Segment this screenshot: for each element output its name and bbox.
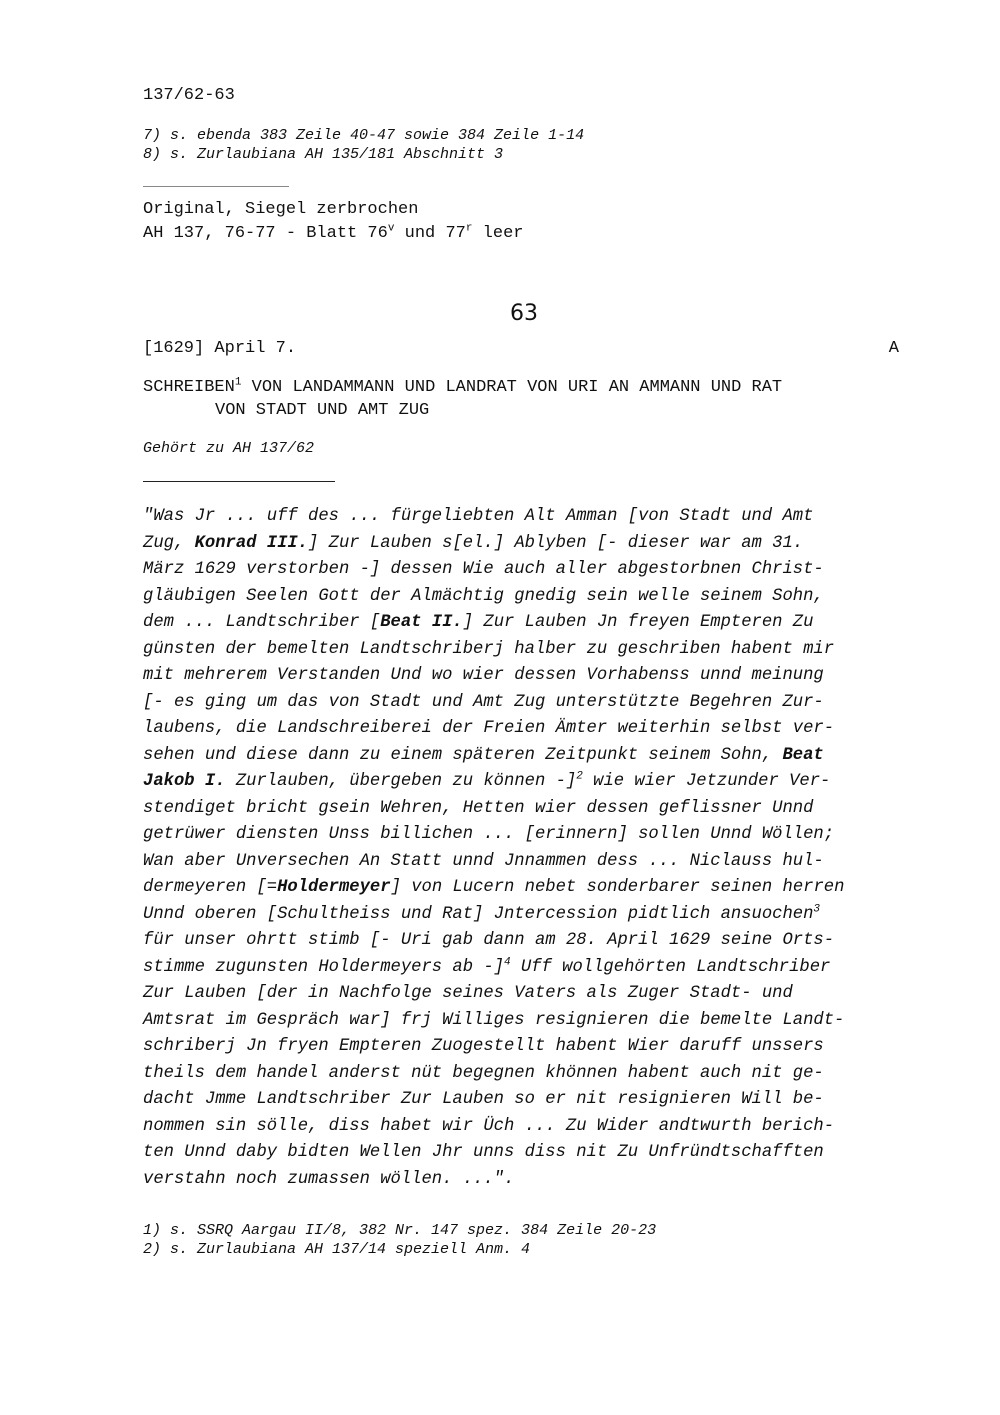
body-line: getrüwer diensten Unss billichen ... [erinnern] sollen Unnd Wöllen; <box>143 825 835 844</box>
body-line: für unser ohrtt stimb [- Uri gab dann am 28. April 1629 seine Orts- <box>143 931 835 950</box>
footnote-divider <box>143 186 289 187</box>
person-name: Holdermeyer <box>277 878 391 897</box>
source-text: und 77 <box>394 224 466 243</box>
body-text: dem ... Landtschriber [ <box>143 613 381 632</box>
date-line <box>143 339 899 358</box>
title-text: SCHREIBEN <box>143 378 235 397</box>
body-text: dermeyeren [= <box>143 878 278 897</box>
document-title <box>143 376 913 422</box>
body-line <box>143 610 844 637</box>
body-line: günsten der bemelten Landtschriberj halber zu geschriben habent mir <box>143 639 835 659</box>
body-line: schriberj Jn fryen Empteren Zuogestellt habent Wier daruff unssers <box>143 1037 824 1056</box>
body-line <box>143 955 844 982</box>
section-divider <box>143 481 335 482</box>
footnote-1: 1) s. SSRQ Aargau II/8, 382 Nr. 147 spez. 384 Zeile 20-23 <box>143 1222 657 1239</box>
body-text: Zug, <box>143 533 195 553</box>
body-line: "Was Jr ... uff des ... fürgeliebten Alt Amman [von Stadt und Amt <box>143 507 814 526</box>
body-line <box>143 743 844 770</box>
superscript: v <box>387 222 395 235</box>
person-name: Konrad III. <box>194 533 309 553</box>
body-line: mit mehrerem Verstanden Und wo wier dessen Vorhabenss unnd meinung <box>143 666 824 685</box>
footnote-marker: 3 <box>813 902 821 915</box>
body-line <box>143 875 844 902</box>
body-line <box>143 531 844 558</box>
body-line: gläubigen Seelen Gott der Almächtig gnedig sein welle seinem Sohn, <box>143 586 824 606</box>
bottom-footnotes <box>143 1221 656 1259</box>
superscript: r <box>465 222 473 235</box>
person-name: Jakob I. <box>143 772 226 791</box>
footnote-marker: 2 <box>576 770 583 783</box>
body-line: nommen sin sölle, diss habet wir Üch ... Zu Wider andtwurth berich- <box>143 1116 835 1136</box>
superscript: 1 <box>234 376 242 389</box>
body-line: März 1629 verstorben -] dessen Wie auch aller abgestorbnen Christ- <box>143 560 824 579</box>
body-line: stendiget bricht gsein Wehren, Hetten wier dessen geflissner Unnd <box>143 798 814 818</box>
body-text: ] von Lucern nebet sonderbarer seinen herren <box>390 878 845 897</box>
belongs-to-note: Gehört zu AH 137/62 <box>143 440 315 457</box>
page-header-reference: 137/62-63 <box>143 86 235 105</box>
body-line: [- es ging um das von Stadt und Amt Zug unterstützte Begehren Zur- <box>143 692 824 712</box>
body-text: stimme zugunsten Holdermeyers ab -] <box>143 957 504 977</box>
document-date: [1629] April 7. <box>143 339 297 358</box>
source-line-1: Original, Siegel zerbrochen <box>143 200 419 219</box>
source-note <box>143 198 524 246</box>
body-line: Amtsrat im Gespräch war] frj Williges resignieren die bemelte Landt- <box>143 1010 845 1030</box>
footnote-2: 2) s. Zurlaubiana AH 137/14 speziell Anm. 4 <box>143 1241 531 1258</box>
body-text: Uff wollgehörten Landtschriber <box>510 957 831 977</box>
letter-body <box>143 504 844 1193</box>
source-text: AH 137, 76-77 - Blatt 76 <box>143 224 388 243</box>
title-text: VON LANDAMMANN UND LANDRAT VON URI AN AMMANN UND RAT <box>241 378 783 397</box>
source-text: leer <box>472 224 524 243</box>
body-line: laubens, die Landschreiberei der Freien Ämter weiterhin selbst ver- <box>143 719 835 738</box>
title-line-1 <box>143 376 913 399</box>
footnote-7: 7) s. ebenda 383 Zeile 40-47 sowie 384 Zeile 1-14 <box>143 127 585 144</box>
source-line-2 <box>143 222 524 246</box>
document-number: 63 <box>510 301 538 326</box>
footnote-marker: 4 <box>504 955 511 968</box>
footnote-8: 8) s. Zurlaubiana AH 135/181 Abschnitt 3 <box>143 146 504 163</box>
body-text: sehen und diese dann zu einem späteren Zeitpunkt seinem Sohn, <box>143 745 783 765</box>
body-text: ] Zur Lauben s[el.] Ablyben [- dieser war am 31. <box>308 533 804 553</box>
body-text: Zurlauben, übergeben zu können -] <box>225 772 577 791</box>
person-name: Beat <box>782 745 824 765</box>
body-text: ] Zur Lauben Jn freyen Empteren Zu <box>462 613 814 632</box>
body-line: theils dem handel anderst nüt begegnen khönnen habent auch nit ge- <box>143 1063 824 1083</box>
body-line: Zur Lauben [der in Nachfolge seines Vaters als Zuger Stadt- und <box>143 984 793 1003</box>
body-line: verstahn noch zumassen wöllen. ...". <box>143 1169 515 1189</box>
body-line: Wan aber Unversechen An Statt unnd Jnnammen dess ... Niclauss hul- <box>143 851 824 871</box>
body-text: Unnd oberen [Schultheiss und Rat] Jntercession pidtlich ansuochen <box>143 904 814 924</box>
body-line <box>143 902 844 929</box>
body-line: dacht Jmme Landtschriber Zur Lauben so er nit resignieren Will be- <box>143 1090 824 1109</box>
title-line-2: VON STADT UND AMT ZUG <box>215 401 430 420</box>
top-footnotes <box>143 126 584 164</box>
document-letter: A <box>888 339 899 358</box>
body-line: ten Unnd daby bidten Wellen Jhr unns diss nit Zu Unfründtschafften <box>143 1143 824 1162</box>
body-line <box>143 769 844 796</box>
person-name: Beat II. <box>380 613 463 632</box>
body-text: wie wier Jetzunder Ver- <box>582 772 831 791</box>
